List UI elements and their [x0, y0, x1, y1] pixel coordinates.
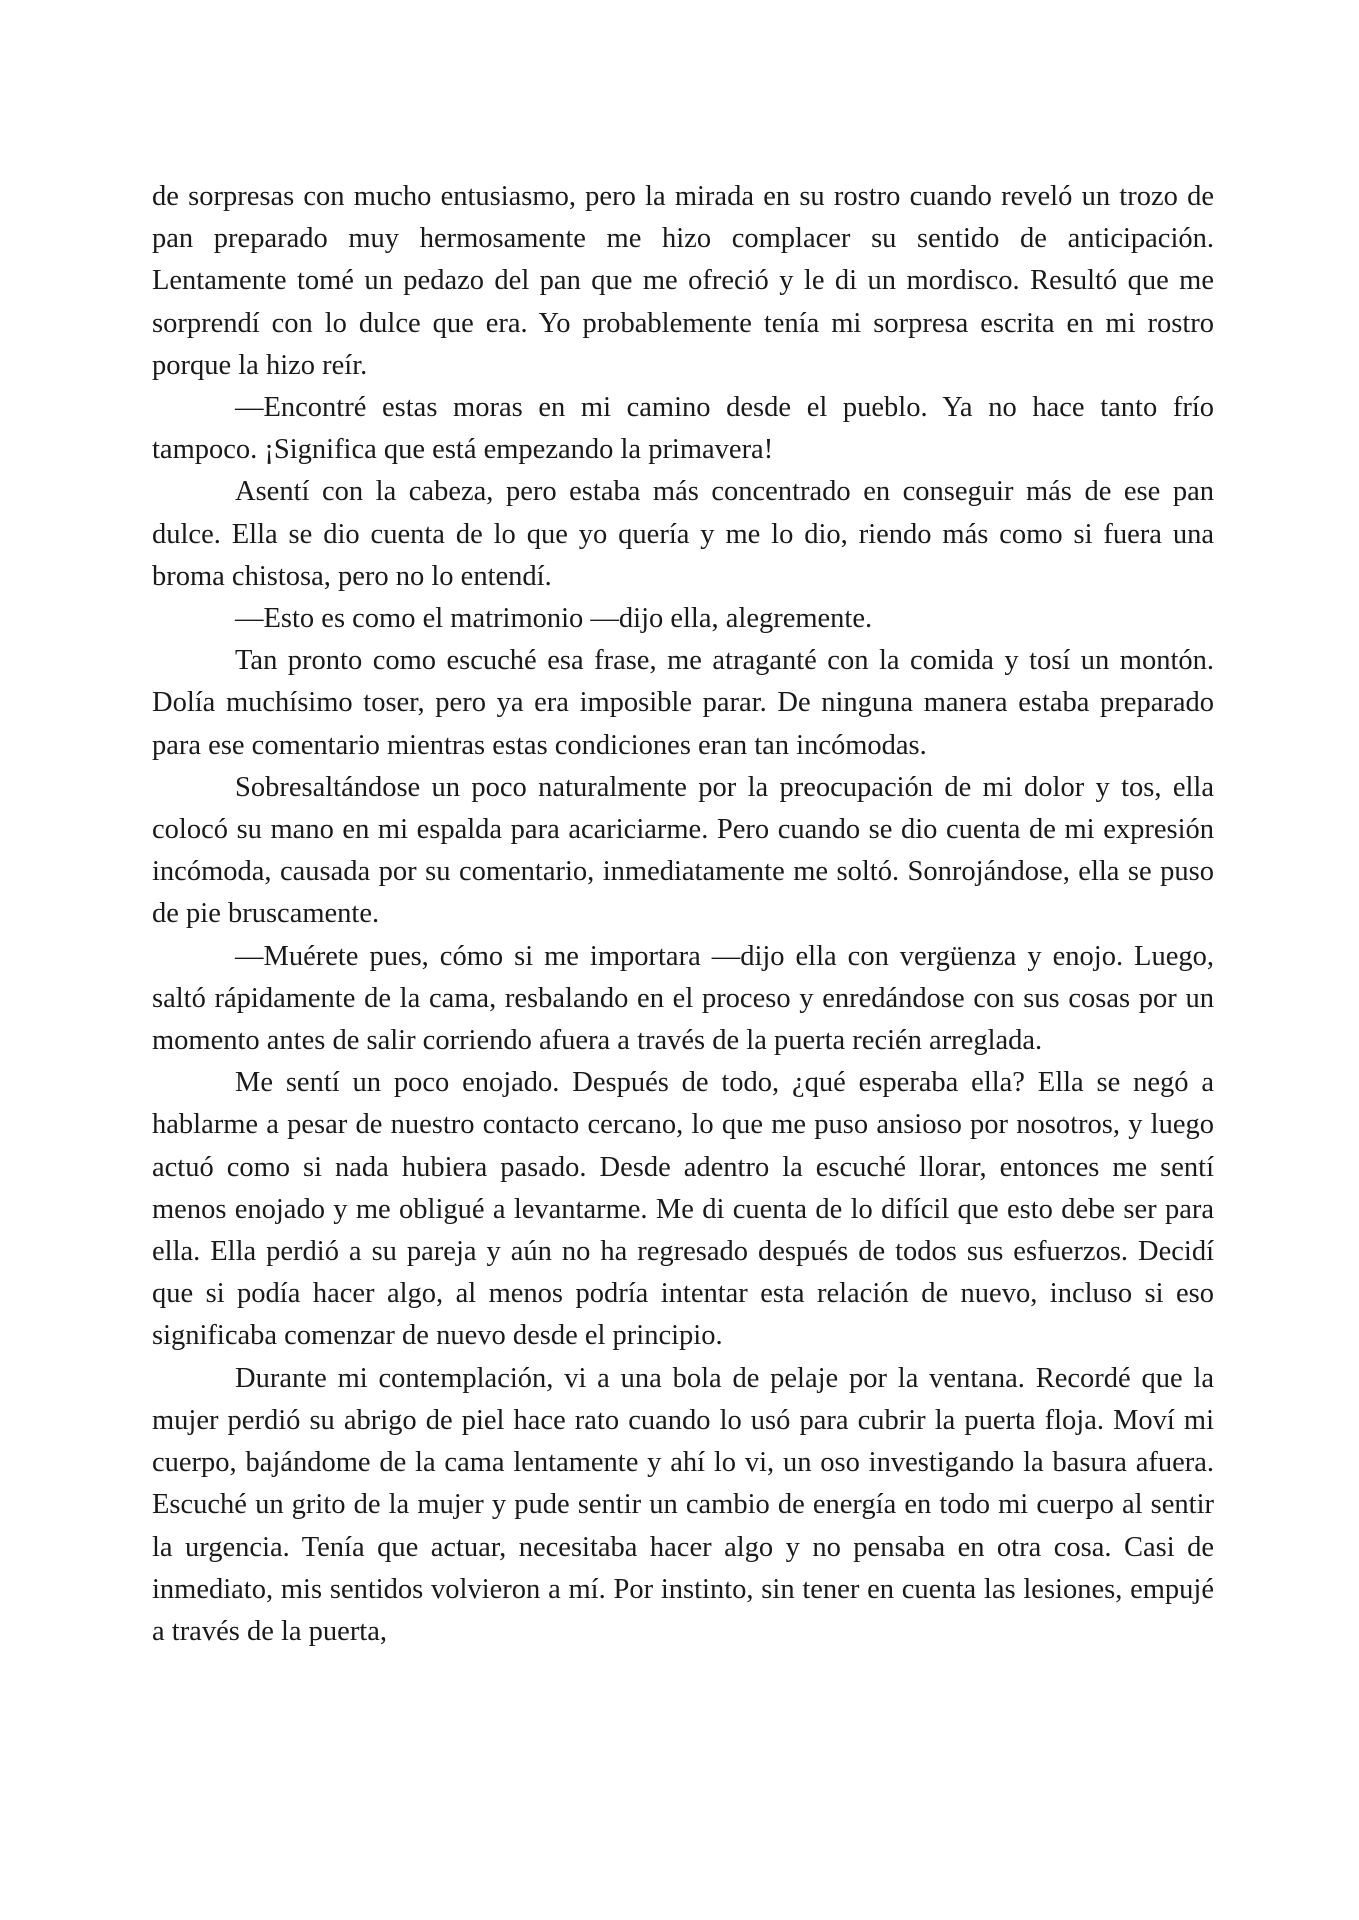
body-text [152, 176, 1214, 1653]
paragraph-1: de sorpresas con mucho entusiasmo, pero la mirada en su rostro cuando reveló un trozo de pan preparado muy hermosamente me hizo complacer su sentido de anticipación. Lentamente tomé un pedazo del pan que me ofreció y le di un mordisco. Resultó que me sorprendí con lo dulce que era. Yo probablemente tenía mi sorpresa escrita en mi rostro porque la hizo reír. [152, 181, 1214, 381]
paragraph-9: Durante mi contemplación, vi a una bola de pelaje por la ventana. Recordé que la mujer perdió su abrigo de piel hace rato cuando lo usó para cubrir la puerta floja. Moví mi cuerpo, bajándome de la cama lentamente y ahí lo vi, un oso investigando la basura afuera. Escuché un grito de la mujer y pude sentir un cambio de energía en todo mi cuerpo al sentir la urgencia. Tenía que actuar, necesitaba hacer algo y no pensaba en otra cosa. Casi de inmediato, mis sentidos volvieron a mí. Por instinto, sin tener en cuenta las lesiones, empujé a través de la puerta, [152, 1362, 1214, 1647]
paragraph-2: —Encontré estas moras en mi camino desde el pueblo. Ya no hace tanto frío tampoco. ¡Significa que está empezando la primavera! [152, 392, 1214, 466]
paragraph-4: —Esto es como el matrimonio —dijo ella, alegremente. [235, 603, 873, 635]
paragraph-6: Sobresaltándose un poco naturalmente por la preocupación de mi dolor y tos, ella colocó su mano en mi espalda para acariciarme. Pero cuando se dio cuenta de mi expresión incómoda, causada por su comentario, inmediatamente me soltó. Sonrojándose, ella se puso de pie bruscamente. [152, 771, 1214, 930]
paragraph-7: —Muérete pues, cómo si me importara —dijo ella con vergüenza y enojo. Luego, saltó rápidamente de la cama, resbalando en el proceso y enredándose con sus cosas por un momento antes de salir corriendo afuera a través de la puerta recién arreglada. [152, 940, 1214, 1057]
paragraph-3: Asentí con la cabeza, pero estaba más concentrado en conseguir más de ese pan dulce. Ella se dio cuenta de lo que yo quería y me lo dio, riendo más como si fuera una broma chistosa, pero no lo entendí. [152, 476, 1214, 592]
paragraph-8: Me sentí un poco enojado. Después de todo, ¿qué esperaba ella? Ella se negó a hablarme a pesar de nuestro contacto cercano, lo que me puso ansioso por nosotros, y luego actuó como si nada hubiera pasado. Desde adentro la escuché llorar, entonces me sentí menos enojado y me obligué a levantarme. Me di cuenta de lo difícil que esto debe ser para ella. Ella perdió a su pareja y aún no ha regresado después de todos sus esfuerzos. Decidí que si podía hacer algo, al menos podría intentar esta relación de nuevo, incluso si eso significaba comenzar de nuevo desde el principio. [152, 1067, 1214, 1352]
paragraph-5: Tan pronto como escuché esa frase, me atraganté con la comida y tosí un montón. Dolía muchísimo toser, pero ya era imposible parar. De ninguna manera estaba preparado para ese comentario mientras estas condiciones eran tan incómodas. [152, 645, 1214, 761]
